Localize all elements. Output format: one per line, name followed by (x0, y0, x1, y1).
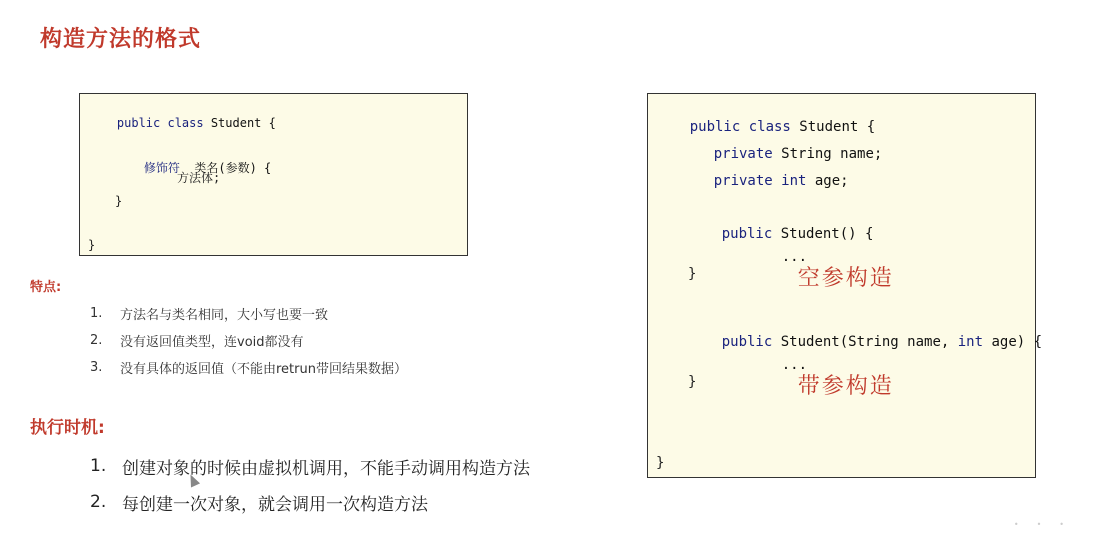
list-text: 没有返回值类型，连void都没有 (120, 335, 304, 350)
code-text: age) { (983, 334, 1043, 350)
slide-nav-dots-icon: ••• (1013, 520, 1082, 529)
format-code-box (79, 93, 468, 256)
exec-timing-label: 执行时机: (30, 418, 105, 438)
list-item (90, 484, 530, 520)
code-line-close-brace: } (688, 374, 697, 390)
list-text: 没有具体的返回值（不能由retrun带回结果数据） (120, 362, 407, 377)
code-line-empty-body (748, 240, 894, 304)
list-item (90, 354, 407, 381)
code-text: Student { (203, 116, 276, 130)
code-text: String name; (772, 146, 883, 162)
ellipsis: ··· (781, 253, 808, 269)
code-keyword: private (713, 146, 773, 162)
list-number: 3. (90, 360, 103, 375)
code-line-class-decl (88, 105, 276, 141)
code-line-field-age (680, 160, 849, 202)
code-keyword: public class (689, 119, 791, 135)
code-line-close-brace: } (656, 455, 665, 471)
code-text: 类名(参数) { (179, 161, 272, 175)
handwritten-note-empty-constructor: 空参构造 (797, 266, 894, 291)
code-text: Student() { (772, 226, 874, 242)
list-text: 创建对象的时候由虚拟机调用，不能手动调用构造方法 (122, 458, 530, 479)
code-keyword: int (957, 334, 984, 350)
code-text: Student { (790, 119, 876, 135)
list-number: 2. (90, 333, 103, 348)
list-text: 每创建一次对象，就会调用一次构造方法 (122, 494, 428, 515)
page-title: 构造方法的格式 (40, 27, 202, 52)
code-text: age; (806, 173, 849, 189)
code-keyword: private int (713, 173, 807, 189)
code-keyword: public (721, 226, 773, 242)
code-keyword: public (721, 334, 773, 350)
list-item (90, 327, 407, 354)
list-item (90, 448, 530, 484)
ellipsis: ··· (781, 361, 808, 377)
exec-timing-list (90, 448, 530, 520)
code-keyword: public class (116, 116, 204, 130)
code-line-param-body (748, 348, 894, 412)
list-item (90, 300, 407, 327)
features-list (90, 300, 407, 381)
code-line-close-brace: } (688, 266, 697, 282)
code-line-close-brace: } (115, 194, 123, 208)
code-text: Student(String name, (772, 334, 958, 350)
list-text: 方法名与类名相同，大小写也要一致 (120, 308, 329, 323)
code-line-body: 方法体; (177, 171, 221, 185)
list-number: 2. (90, 492, 107, 512)
list-number: 1. (90, 456, 107, 476)
code-modifier: 修饰符 (143, 161, 180, 175)
features-label: 特点: (30, 280, 62, 295)
list-number: 1. (90, 306, 103, 321)
example-code-box (647, 93, 1043, 478)
handwritten-note-param-constructor: 带参构造 (797, 374, 894, 399)
code-line-close-brace: } (88, 238, 96, 252)
